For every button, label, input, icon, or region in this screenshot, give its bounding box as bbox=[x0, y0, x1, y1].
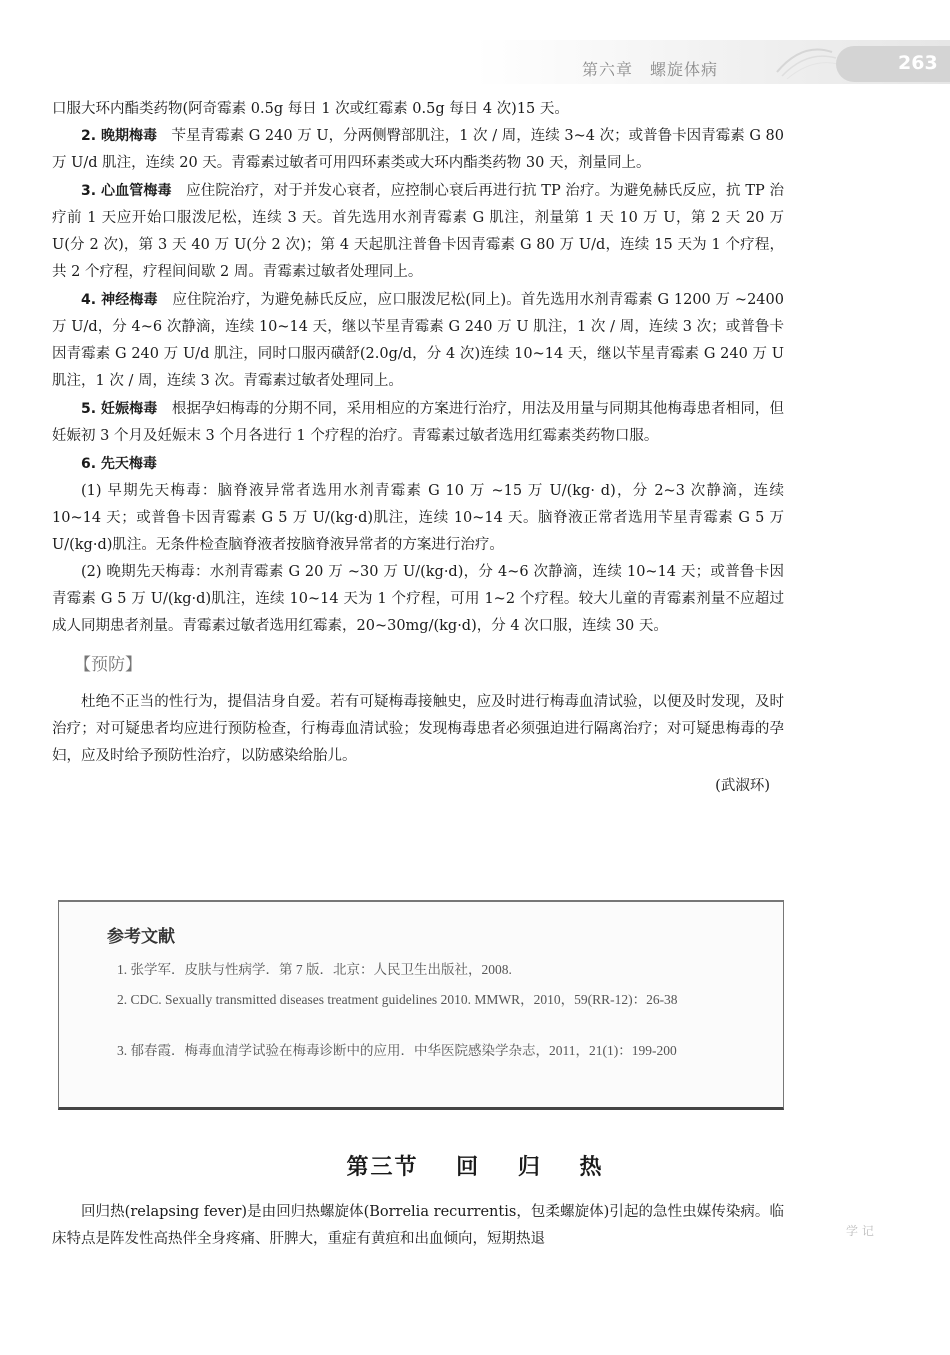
text-neuro-syphilis: 应住院治疗，为避免赫氏反应，应口服泼尼松(同上)。首先选用水剂青霉素 G 1200 万 ~2400 万 U/d，分 4~6 次静滴，连续 10~14 天，继以苄星青霉素 G 240 万 U 肌注，1 次 / 周，连续 3 次；或普鲁卡因青霉素 G 240 万 U/d 肌注，同时口服丙磺舒(2.0g/d，分 4 次)连续 10~14 天，继以苄星青霉素 G 240 万 U 肌注，1 次 / 周，连续 3 次。青霉素过敏者处理同上。 bbox=[52, 292, 784, 389]
references-title: 参考文献 bbox=[107, 927, 175, 946]
page-number: 263 bbox=[836, 46, 950, 82]
heading-cardio-syphilis: 3. 心血管梅毒 bbox=[81, 183, 172, 199]
decorative-swirl-icon bbox=[772, 42, 842, 82]
heading-pregnancy-syphilis: 5. 妊娠梅毒 bbox=[81, 401, 158, 417]
section-title-char: 热 bbox=[579, 1155, 604, 1180]
section-intro bbox=[52, 1199, 784, 1253]
reference-item: 2. CDC. Sexually transmitted diseases treatment guidelines 2010. MMWR，2010，59(RR-12)：26-38 bbox=[117, 992, 678, 1007]
paragraph-pregnancy-syphilis bbox=[52, 396, 784, 450]
section-title-char: 回 bbox=[456, 1155, 481, 1180]
paragraph-early-congenital: (1) 早期先天梅毒：脑脊液异常者选用水剂青霉素 G 10 万 ~15 万 U/(kg· d)，分 2~3 次静滴，连续 10~14 天；或普鲁卡因青霉素 G 5 万 U/(kg·d)肌注，连续 10~14 天。脑脊液正常者选用苄星青霉素 G 5 万 U/(kg·d)肌注。无条件检查脑脊液者按脑脊液异常者的方案进行治疗。 bbox=[52, 483, 784, 553]
heading-congenital-syphilis: 6. 先天梅毒 bbox=[81, 456, 157, 472]
references-box bbox=[58, 900, 784, 1110]
heading-neuro-syphilis: 4. 神经梅毒 bbox=[81, 292, 158, 308]
section-number: 第三节 bbox=[346, 1155, 419, 1180]
section-title-char: 归 bbox=[517, 1155, 542, 1180]
heading-late-syphilis: 2. 晚期梅毒 bbox=[81, 128, 158, 144]
reference-item: 1. 张学军．皮肤与性病学．第 7 版．北京：人民卫生出版社，2008. bbox=[117, 962, 512, 977]
heading-prevention: 【预防】 bbox=[74, 655, 142, 675]
margin-note: 学 记 bbox=[846, 1224, 874, 1238]
paragraph-continuation: 口服大环内酯类药物(阿奇霉素 0.5g 每日 1 次或红霉素 0.5g 每日 4 次)15 天。 bbox=[52, 101, 569, 117]
reference-item: 3. 郁春霞．梅毒血清学试验在梅毒诊断中的应用．中华医院感染学杂志，2011，21(1)：199-200 bbox=[117, 1043, 677, 1058]
paragraph-prevention: 杜绝不正当的性行为，提倡洁身自爱。若有可疑梅毒接触史，应及时进行梅毒血清试验，以便及时发现，及时治疗；对可疑患者均应进行预防检查，行梅毒血清试验；发现梅毒患者必须强迫进行隔离治疗；对可疑患梅毒的孕妇，应及时给予预防性治疗，以防感染给胎儿。 bbox=[52, 694, 784, 764]
text-pregnancy-syphilis: 根据孕妇梅毒的分期不同，采用相应的方案进行治疗，用法及用量与同期其他梅毒患者相同，但妊娠初 3 个月及妊娠末 3 个月各进行 1 个疗程的治疗。青霉素过敏者选用红霉素类药物口服。 bbox=[52, 401, 784, 444]
paragraph-neuro-syphilis bbox=[52, 287, 784, 395]
chapter-title: 第六章 螺旋体病 bbox=[582, 60, 719, 79]
paragraph-cardio-syphilis bbox=[52, 178, 784, 286]
main-text bbox=[52, 96, 784, 800]
paragraph-late-syphilis bbox=[52, 123, 784, 177]
paragraph-relapsing-fever: 回归热(relapsing fever)是由回归热螺旋体(Borrelia recurrentis，包柔螺旋体)引起的急性虫媒传染病。临床特点是阵发性高热伴全身疼痛、肝脾大，重症有黄疸和出血倾向，短期热退 bbox=[52, 1204, 784, 1247]
paragraph-late-congenital: (2) 晚期先天梅毒：水剂青霉素 G 20 万 ~30 万 U/(kg·d)，分 4~6 次静滴，连续 10~14 天；或普鲁卡因青霉素 G 5 万 U/(kg·d)肌注，连续 10~14 天为 1 个疗程，可用 1~2 个疗程。较大儿童的青霉素剂量不应超过成人同期患者剂量。青霉素过敏者选用红霉素，20~30mg/(kg·d)，分 4 次口服，连续 30 天。 bbox=[52, 564, 784, 634]
text-late-syphilis: 苄星青霉素 G 240 万 U，分两侧臀部肌注，1 次 / 周，连续 3~4 次；或普鲁卡因青霉素 G 80 万 U/d 肌注，连续 20 天。青霉素过敏者可用四环素类或大环内酯类药物 30 天，剂量同上。 bbox=[52, 128, 785, 171]
text-cardio-syphilis: 应住院治疗，对于并发心衰者，应控制心衰后再进行抗 TP 治疗。为避免赫氏反应，抗 TP 治疗前 1 天应开始口服泼尼松，连续 3 天。首先选用水剂青霉素 G 肌注，剂量第 1 天 10 万 U，第 2 天 20 万 U(分 2 次)，第 3 天 40 万 U(分 2 次)；第 4 天起肌注普鲁卡因青霉素 G 80 万 U/d，连续 15 天为 1 个疗程，共 2 个疗程，疗程间间歇 2 周。青霉素过敏者处理同上。 bbox=[52, 183, 784, 280]
section-title bbox=[0, 1150, 950, 1181]
author-name: (武淑环) bbox=[715, 778, 770, 794]
